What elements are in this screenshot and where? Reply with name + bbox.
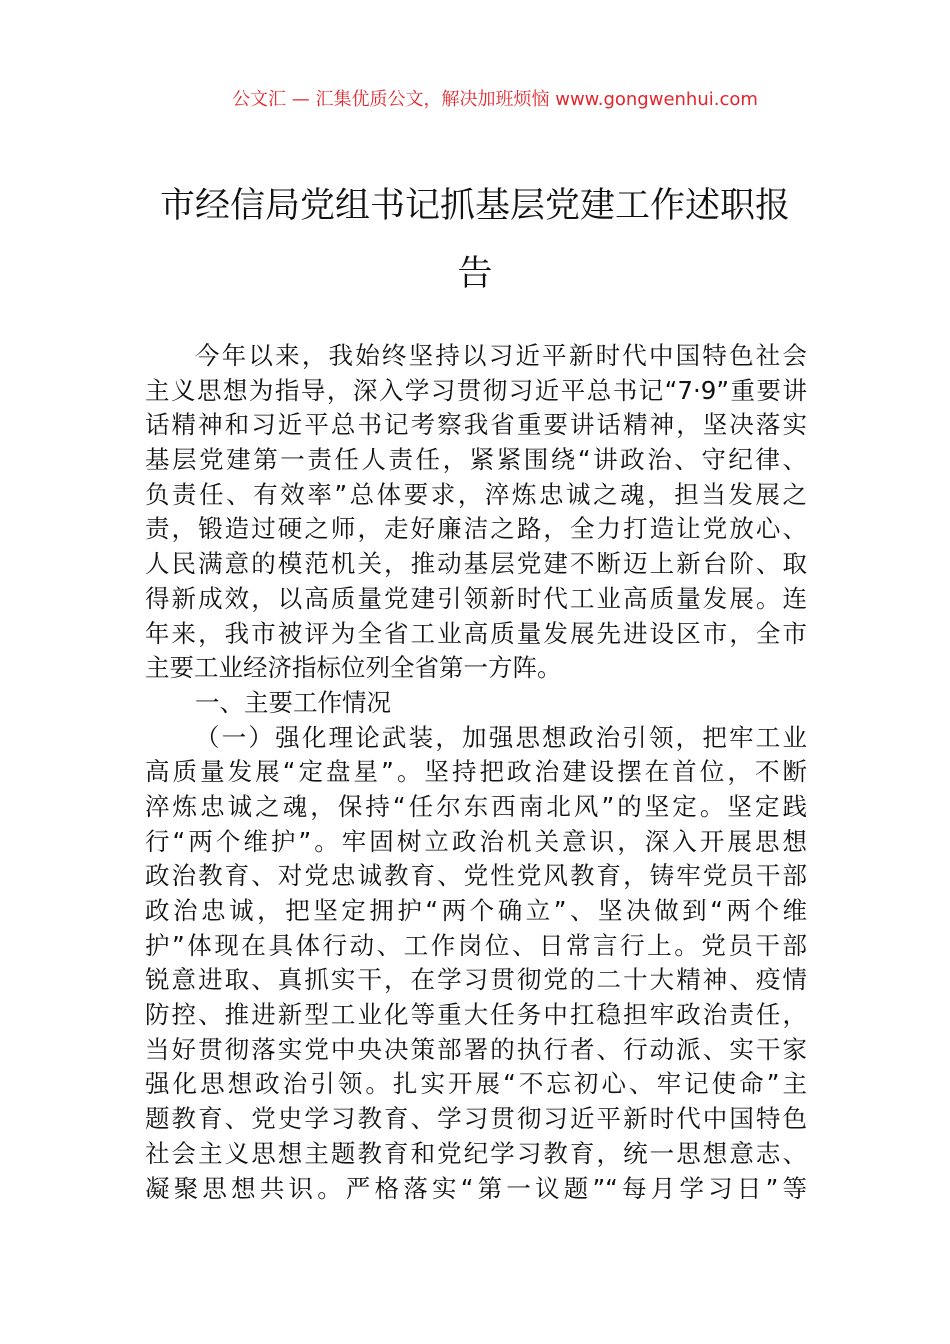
document-title-line-2: 告 [457,254,493,294]
watermark-banner: 公文汇 — 汇集优质公文，解决加班烦恼 www.gongwenhui.com [232,89,758,110]
section-heading: 一、主要工作情况 [195,687,391,717]
body-text-line: 基层党建第一责任人责任，紧紧围绕“讲政治、守纪律、 [145,445,807,475]
body-text-line: 年来，我市被评为全省工业高质量发展先进设区市，全市 [145,618,807,648]
body-text-line: 话精神和习近平总书记考察我省重要讲话精神，坚决落实 [145,410,807,440]
body-text-line: 防控、推进新型工业化等重大任务中扛稳担牢政治责任， [145,1000,807,1030]
document-body [145,339,807,1206]
body-text-line: 淬炼忠诚之魂，保持“任尔东西南北风”的坚定。坚定践 [145,791,807,821]
body-text-line: 强化思想政治引领。扎实开展“不忘初心、牢记使命”主 [145,1069,807,1099]
document-title-line-1: 市经信局党组书记抓基层党建工作述职报 [159,186,790,226]
body-text-line: 主义思想为指导，深入学习贯彻习近平总书记“7·9”重要讲 [145,375,807,405]
body-text-line: 主要工业经济指标位列全省第一方阵。 [145,653,562,683]
body-text-line: 行“两个维护”。牢固树立政治机关意识，深入开展思想 [145,826,807,856]
body-text-line: 题教育、党史学习教育、学习贯彻习近平新时代中国特色 [145,1104,807,1134]
body-text-line: （一）强化理论武装，加强思想政治引领，把牢工业 [195,722,807,752]
body-text-line: 高质量发展“定盘星”。坚持把政治建设摆在首位，不断 [145,757,807,787]
body-text-line: 得新成效，以高质量党建引领新时代工业高质量发展。连 [145,583,807,613]
body-text-line: 政治忠诚，把坚定拥护“两个确立”、坚决做到“两个维 [145,896,807,925]
body-text-line: 人民满意的模范机关，推动基层党建不断迈上新台阶、取 [145,549,807,579]
body-text-line: 当好贯彻落实党中央决策部署的执行者、行动派、实干家 [145,1034,807,1064]
body-text-line: 政治教育、对党忠诚教育、党性党风教育，铸牢党员干部 [145,861,807,891]
body-text-line: 负责任、有效率”总体要求，淬炼忠诚之魂，担当发展之 [145,479,807,509]
body-text-line: 护”体现在具体行动、工作岗位、日常言行上。党员干部 [145,930,807,960]
body-text-line: 凝聚思想共识。严格落实“第一议题”“每月学习日”等 [145,1173,807,1203]
body-text-line: 今年以来，我始终坚持以习近平新时代中国特色社会 [195,341,807,370]
body-text-line: 责，锻造过硬之师，走好廉洁之路，全力打造让党放心、 [145,514,807,544]
body-text-line: 锐意进取、真抓实干，在学习贯彻党的二十大精神、疫情 [145,965,807,995]
body-text-line: 社会主义思想主题教育和党纪学习教育，统一思想意志、 [145,1138,807,1168]
